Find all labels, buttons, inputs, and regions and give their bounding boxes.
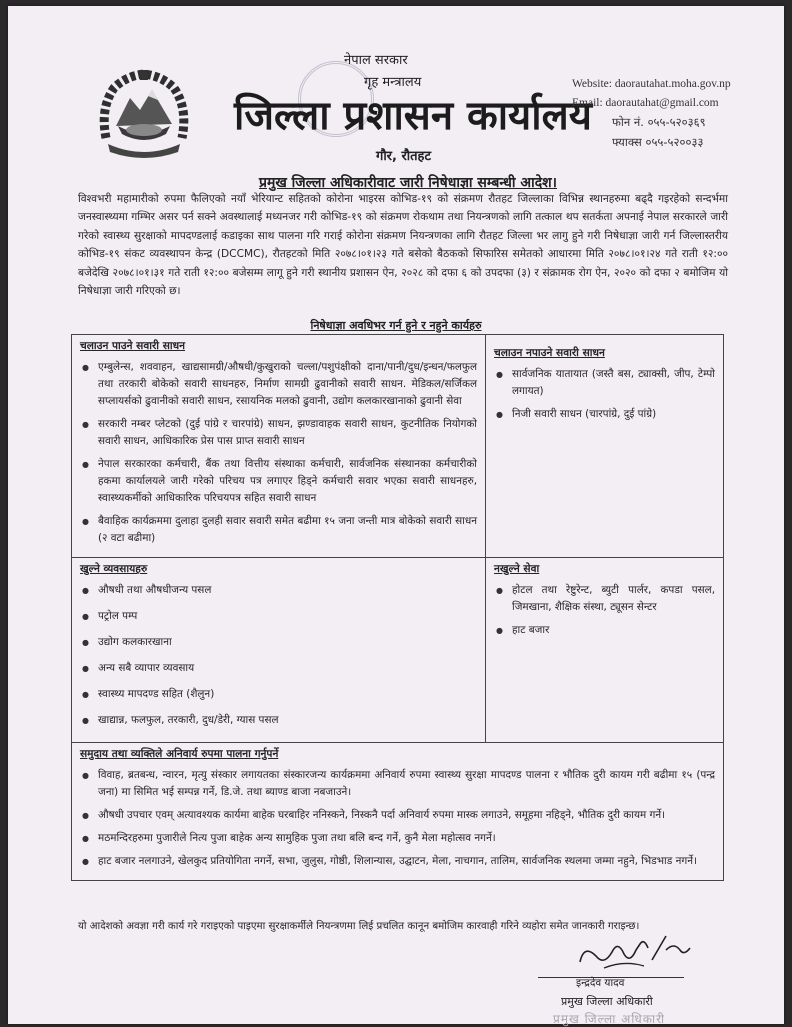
list-item: ● स्वास्थ्य मापदण्ड सहित (शैलुन) — [80, 686, 477, 703]
nepal-emblem-icon — [96, 68, 192, 162]
allowed-vehicles-list — [80, 359, 477, 547]
government-name: नेपाल सरकार — [344, 53, 408, 68]
allowed-vehicles-cell — [72, 335, 486, 557]
signer-title: प्रमुख जिल्ला अधिकारी — [561, 995, 653, 1008]
list-item: ● मठमन्दिरहरुमा पुजारीले नित्य पुजा बाहेक अन्य सामुहिक पुजा तथा बलि बन्द गर्ने, कुनै मेला महोत्सव नगर्ने। — [80, 830, 715, 847]
list-item: ● होटल तथा रेष्टुरेन्ट, ब्युटी पार्लर, कपडा पसल, जिमखाना, शैक्षिक संस्था, ट्यूसन सेन्टर — [494, 582, 715, 616]
signer-stamp: प्रमुख जिल्ला अधिकारी — [553, 1012, 666, 1026]
allowed-vehicles-title: चलाउन पाउने सवारी साधन — [80, 340, 186, 352]
list-item: ● विवाह, ब्रतबन्ध, न्वारन, मृत्यु संस्कार लगायतका संस्कारजन्य कार्यक्रममा अनिवार्य रुपमा स्वास्थ्य सुरक्षा मापदण्ड पालना र भौतिक दुरी कायम गरी बढीमा १५ (पन्द्र जना) मा सिमित भई सम्पन्न गर्ने, डि.जे. तथा ब्याण्ड बाजा नबजाउने। — [80, 767, 715, 801]
list-item: ● खाद्यान्न, फलफुल, तरकारी, दुध/डेरी, ग्यास पसल — [80, 712, 477, 729]
prohibited-vehicles-cell — [486, 335, 723, 557]
list-item: ● औषधी उपचार एवम् अत्यावश्यक कार्यमा बाहेक घरबाहिर ननिस्कने, निस्कनै पर्दा अनिवार्य रुपमा मास्क लगाउने, समूहमा नहिड्ने, भौतिक दुरी कायम गर्ने। — [80, 807, 715, 824]
email-link[interactable]: Email: daorautahat@gmail.com — [572, 97, 719, 109]
website-link[interactable]: Website: daorautahat.moha.gov.np — [572, 78, 731, 90]
closed-services-list — [494, 582, 715, 639]
open-businesses-cell — [72, 558, 486, 742]
list-item: ● पट्रोल पम्प — [80, 608, 477, 625]
open-businesses-list — [80, 582, 477, 729]
closed-services-cell — [486, 558, 723, 742]
list-item: ● उद्योग कलकारखाना — [80, 634, 477, 651]
rules-subheading: निषेधाज्ञा अवधिभर गर्न हुने र नहुने कार्यहरु — [310, 319, 482, 332]
document-page — [8, 6, 784, 1024]
list-item: ● एम्बुलेन्स, शववाहन, खाद्यसामग्री/औषधी/कुखुराको चल्ला/पशुपंक्षीको दाना/पानी/दुध/इन्धन/फलफुल तथा तरकारी बोकेको सवारी साधनहरु, निर्माण सामग्री ढुवानीको सवारी साधन. मेडिकल/सर्जिकल सप्लायर्सको ढुवानीको सवारी साधन, रसायनिक मलको ढुवानी, उद्योग कलकारखानाको ढुवानी सेवा — [80, 359, 477, 410]
mandatory-row — [72, 742, 723, 880]
handwritten-signature — [574, 930, 694, 974]
office-title: जिल्ला प्रशासन कार्यालय — [234, 93, 592, 139]
list-item: ● नेपाल सरकारका कर्मचारी, बैंक तथा वित्तीय संस्थाका कर्मचारी, सार्वजनिक संस्थानका कर्मचारीको हकमा कार्यालयले जारी गरेको परिचय पत्र लगाएर हिड्ने कर्मचारी सवार भएका सवारी साधनहरु, स्वास्थ्यकर्मीको आधिकारिक परिचयपत्र सहित सवारी साधन — [80, 456, 477, 507]
intro-paragraph: विश्वभरी महामारीको रुपमा फैलिएको नयाँ भेरियान्ट सहितको कोरोना भाइरस कोभिड-१९ को संक्रमण रौतहट जिल्लाका विभिन्न स्थानहरुमा बढ्दै गइरहेको सन्दर्भमा जनस्वास्थ्यमा गम्भिर असर पर्न सक्ने अवस्थालाई मध्यनजर गरी कोभिड-१९ को संक्रमण रोकथाम तथा नियन्त्रणको लागि तत्काल थप सतर्कता अपनाई नेपाल सरकारले जारी गरेको स्वास्थ्य सुरक्षाको मापदण्डलाई कडाइका साथ पालना गरि गराई कोरोना संक्रमण नियन्त्रणका लागि रौतहट जिल्ला भर लागु हुने गरी निषेधाज्ञा जारी गर्न जिल्लास्तरीय कोभिड-१९ संकट व्यवस्थापन केन्द्र (DCCMC), रौतहटको मिति २०७८।०१।२३ गते बसेको बैठकको सिफारिस समेतको आधारमा मिति २०७८।०१।२४ गते राती १२:०० बजेदेखि २०७८।०१।३१ गते राती १२:०० बजेसम्म लागू हुने गरी स्थानीय प्रशासन ऐन, २०२८ को दफा ६ को उपदफा (३) र संक्रामक रोग ऐन, २०२० को दफा २ बमोजिम यो निषेधाज्ञा जारी गरिएको छ। — [78, 193, 728, 298]
open-businesses-title: खुल्ने व्यवसायहरु — [80, 563, 148, 575]
list-item: ● सरकारी नम्बर प्लेटको (दुई पांग्रे र चारपांग्रे) साधन, झण्डावाहक सवारी साधन, कुटनीतिक नियोगको सवारी साधन, आधिकारिक प्रेस पास प्राप्त सवारी साधन — [80, 416, 477, 450]
prohibited-vehicles-list — [494, 366, 715, 423]
mandatory-cell — [72, 743, 723, 880]
office-location: गौर, रौतहट — [376, 149, 432, 164]
rules-table — [71, 334, 724, 881]
list-item: ● हाट बजार नलगाउने, खेलकुद प्रतियोगिता नगर्ने, सभा, जुलुस, गोष्ठी, शिलान्यास, उद्घाटन, मेला, नाचगान, तालिम, सार्वजनिक स्थलमा जम्मा नहुने, भिडभाड नगर्ने। — [80, 853, 715, 870]
mandatory-list — [80, 767, 715, 870]
signer-name: इन्द्रदेव यादव — [576, 977, 625, 989]
ministry-name: गृह मन्त्रालय — [364, 75, 422, 90]
mandatory-title: समुदाय तथा व्यक्तिले अनिवार्य रुपमा पालना गर्नुपर्ने — [80, 748, 279, 760]
list-item: ● हाट बजार — [494, 622, 715, 639]
businesses-row — [72, 557, 723, 742]
prohibited-vehicles-title: चलाउन नपाउने सवारी साधन — [494, 347, 605, 359]
list-item: ● बैवाहिक कार्यक्रममा दुलाहा दुलही सवार सवारी समेत बढीमा १५ जना जन्ती मात्र बोकेको सवारी साधन (२ वटा बढीमा) — [80, 513, 477, 547]
closed-services-title: नखुल्ने सेवा — [494, 563, 540, 575]
document-heading: प्रमुख जिल्ला अधिकारीवाट जारी निषेधाज्ञा सम्बन्धी आदेश। — [259, 175, 557, 191]
list-item: ● सार्वजनिक यातायात (जस्तै बस, ट्याक्सी, जीप, टेम्पो लगायत) — [494, 366, 715, 400]
list-item: ● औषधी तथा औषधीजन्य पसल — [80, 582, 477, 599]
vehicles-row — [72, 335, 723, 557]
phone-number: फोन नं. ०५५-५२०३६९ — [612, 115, 706, 129]
list-item: ● अन्य सबै व्यापार व्यवसाय — [80, 660, 477, 677]
footer-note: यो आदेशको अवज्ञा गरी कार्य गरे गराइएको पाइएमा सुरक्षाकर्मीले नियन्त्रणमा लिई प्रचलित कानून बमोजिम कारवाही गरिने व्यहोरा समेत जानकारी गराइन्छ। — [78, 921, 640, 932]
list-item: ● निजी सवारी साधन (चारपांग्रे, दुई पांग्रे) — [494, 406, 715, 423]
fax-number: फ्याक्स ०५५-५२००३३ — [612, 135, 704, 149]
